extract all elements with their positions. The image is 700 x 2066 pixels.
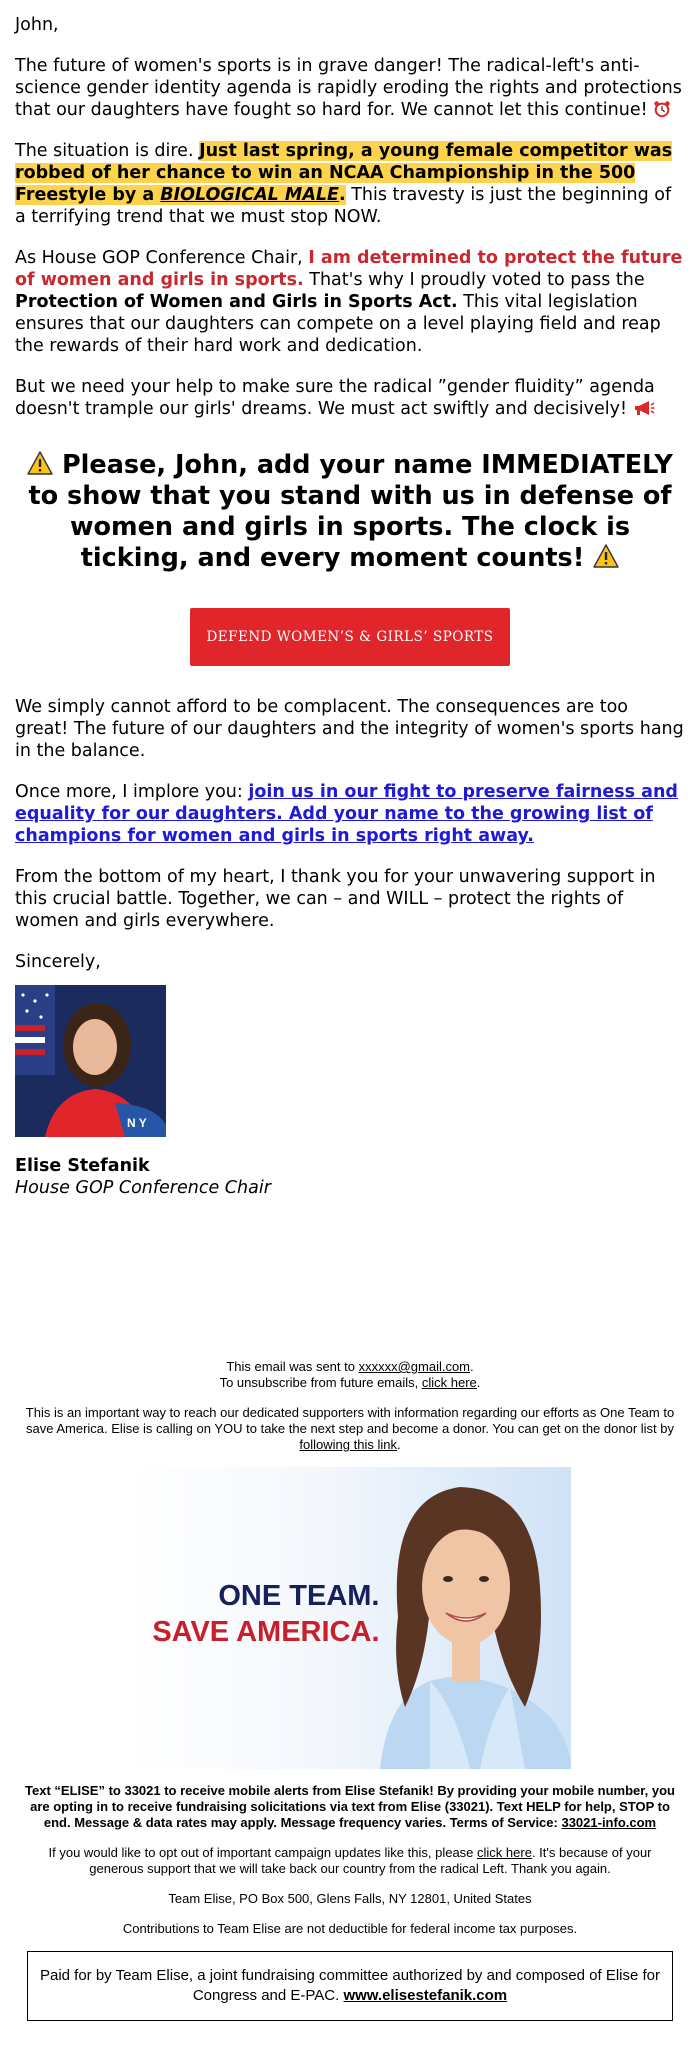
paragraph-situation: The situation is dire. Just last spring, a young female competitor was robbed of her chance to win an NCAA Championship in the 500 Freestyle by a BIOLOGICAL MALE. This travesty is just the beginning of a terrifying trend that we must stop NOW.: [15, 141, 673, 227]
tax-notice: Contributions to Team Elise are not deductible for federal income tax purposes.: [122, 1921, 578, 1936]
sms-terms-link[interactable]: 33021-info.com: [561, 1815, 657, 1830]
donor-list-link[interactable]: following this link: [299, 1437, 397, 1452]
headline: Please, John, add your name IMMEDIATELY to show that you stand with us in defense of women and girls in sports. The clock is ticking, and every moment counts!: [28, 450, 673, 573]
defend-sports-button[interactable]: DEFEND WOMEN’S & GIRLS’ SPORTS: [190, 608, 510, 666]
red-emphasis: I am determined to protect the future of women and girls in sports.: [15, 248, 683, 290]
donor-notice: This is an important way to reach our dedicated supporters with information regarding our efforts as One Team to save America. Elise is calling on YOU to take the next step and become a donor. You can get on the donor list by following this link.: [25, 1405, 675, 1452]
paragraph-danger: The future of women's sports is in grave danger! The radical-left's anti-science gender identity agenda is rapidly eroding the rights and protections that our daughters have fought so hard for. We cannot let this continue!: [15, 56, 682, 120]
act-name: Protection of Women and Girls in Sports Act.: [15, 292, 458, 312]
paragraph-complacent: We simply cannot afford to be complacent. The consequences are too great! The future of our daughters and the integrity of women's sports hang in the balance.: [15, 697, 684, 761]
optout-link[interactable]: click here: [477, 1845, 532, 1860]
one-team-banner: [130, 1467, 571, 1769]
paragraph-chair: As House GOP Conference Chair, I am determined to protect the future of women and girls in sports. That's why I proudly voted to pass the Protection of Women and Girls in Sports Act. This vital legislation ensures that our daughters can compete on a level playing field and reap the rewards of their hard work and dedication.: [15, 248, 683, 356]
optout-notice: If you would like to opt out of important campaign updates like this, please click here. It's because of your generous support that we will take back our country from the radical Left. Thank you again.: [48, 1845, 652, 1876]
paid-for-by-box: Paid for by Team Elise, a joint fundraising committee authorized by and composed of Elise for Congress and E-PAC. www.elisestefanik.com: [27, 1951, 673, 2021]
signature-title: House GOP Conference Chair: [15, 1178, 271, 1198]
warning-icon: [27, 451, 53, 475]
closing: Sincerely,: [15, 952, 101, 972]
paragraph-thanks: From the bottom of my heart, I thank you for your unwavering support in this crucial battle. Together, we can – and WILL – protect the rights of women and girls everywhere.: [15, 867, 656, 931]
website-link[interactable]: www.elisestefanik.com: [343, 1987, 508, 2004]
mailing-address: Team Elise, PO Box 500, Glens Falls, NY 12801, United States: [168, 1891, 532, 1906]
email-footer: This email was sent to xxxxxx@gmail.com. To unsubscribe from future emails, click here. This is an important way to reach our dedicated supporters with information regarding our efforts as One Team to save America. Elise is calling on YOU to take the next step and become a donor. You can get on the donor list by following this link. ONE TEAM. SAVE AMERICA. Text “ELISE” to 33021 to receive mobile alerts from Elise Stefanik! By providing your mobile number, you are opting in to receive fundraising solicitations via text from Elise (33021). Text HELP for help, STOP to end. Message & data rates may apply. Message frequency varies. Terms of Service: 33021-info.com If you would like to opt out of important campaign updates like this, please click here. It's because of your generous support that we will take back our country from the radical Left. Thank you again. Team Elise, PO Box 500, Glens Falls, NY 12801, United States Contributions to Team Elise are not deductible for federal income tax purposes. Paid for by Team Elise, a joint fundraising committee authorized by and composed of Elise for Congress and E-PAC. www.elisestefanik.com: [15, 1359, 685, 2021]
unsubscribe-link[interactable]: click here: [421, 1375, 477, 1390]
recipient-email-link[interactable]: xxxxxx@gmail.com: [358, 1359, 471, 1374]
greeting: John,: [15, 15, 59, 35]
signature-name: Elise Stefanik: [15, 1156, 150, 1176]
banner-line-one-team: ONE TEAM.: [218, 1580, 380, 1612]
paragraph-help: But we need your help to make sure the radical ”gender fluidity” agenda doesn't trample our girls' dreams. We must act swiftly and decisively!: [15, 377, 655, 419]
join-fight-link[interactable]: join us in our fight to preserve fairness and equality for our daughters. Add your name to the growing list of champions for women and girls in sports right away.: [15, 782, 678, 846]
signature-photo: [15, 985, 166, 1137]
megaphone-icon: [633, 400, 655, 416]
highlighted-text: Just last spring, a young female competitor was robbed of her chance to win an NCAA Championship in the 500 Freestyle by a BIOLOGICAL MALE.: [15, 141, 673, 205]
alarm-clock-icon: [653, 100, 671, 118]
warning-icon: [593, 544, 619, 568]
svg-text:N Y: N Y: [127, 1116, 147, 1130]
paragraph-implore: Once more, I implore you: join us in our fight to preserve fairness and equality for our daughters. Add your name to the growing list of champions for women and girls in sports right away.: [15, 782, 678, 846]
sms-notice: Text “ELISE” to 33021 to receive mobile alerts from Elise Stefanik! By providing your mobile number, you are opting in to receive fundraising solicitations via text from Elise (33021). Text HELP for help, STOP to end. Message & data rates may apply. Message frequency varies. Terms of Service: 33021-info.com: [25, 1783, 675, 1830]
banner-line-save-america: SAVE AMERICA.: [152, 1616, 380, 1648]
